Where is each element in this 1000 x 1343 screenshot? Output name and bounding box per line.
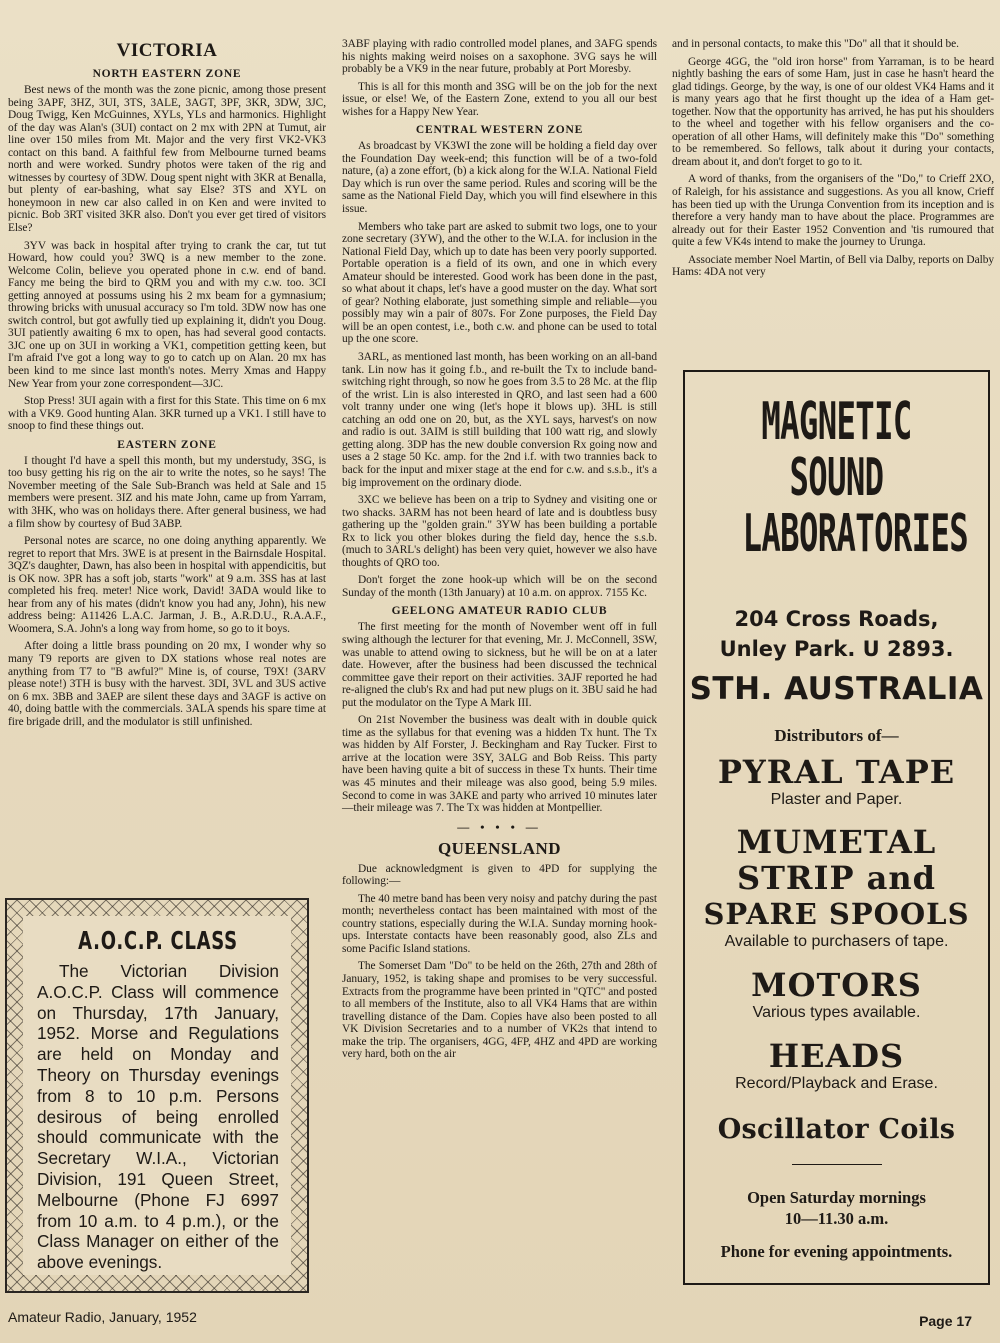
aocp-class-title: A.O.C.P. CLASS	[78, 926, 238, 955]
article-paragraph: After doing a little brass pounding on 20 mx, I wonder why so many T9 reports are given to DX stations whose real notes are anything from T7 to "B awful?" Mine is, of course, T9X! (3ARV please note!) 3TH is busy with the harvest. 3DI, 3VL and 3US active on 6 mx. 3BB and 3AEP are silent these days and 3AGF is active on 40, doing battle with the commercials. 3ALA spends his spare time at fire brigade drill, and the modulator is still unfinished.	[8, 640, 326, 728]
section-divider: — • • • —	[457, 819, 542, 834]
article-paragraph: Personal notes are scarce, no one doing anything apparently. We regret to report that Mrs. 3WE is at present in the Bairnsdale Hospital. 3QZ's daughter, Dawn, has also been in hospital with appendicitis, but is OK now. 3PR has a soft job, starts "work" at 9 a.m. 3SS has at last completed his freq. meter! Nice work, David! 3ADA would like to hear from any of his mates (didn't know you had any, John), his new address being: A11426 L.A.C. Jarman, J. B., A.R.D.U., R.A.A.F., Woomera, S.A. John's a long way from home, so go to it boys.	[8, 535, 326, 635]
article-paragraph: Stop Press! 3UI again with a first for this State. This time on 6 mx with a VK9. Good hunting Alan. 3KR turned up a VK1. I still have to snoop to find these things out.	[8, 395, 326, 433]
advert-product-desc: Various types available.	[752, 1004, 921, 1021]
advert-phone: Phone for evening appointments.	[720, 1242, 953, 1261]
victoria-heading: VICTORIA	[116, 40, 218, 61]
advert-hours: Open Saturday mornings	[747, 1188, 926, 1207]
eastern-zone-title: EASTERN ZONE	[117, 438, 217, 451]
advert-product-desc: Available to purchasers of tape.	[724, 933, 949, 950]
advert-product-coils: Oscillator Coils	[717, 1114, 956, 1145]
advert-product-desc: Record/Playback and Erase.	[735, 1075, 938, 1092]
advert-hours: 10—11.30 a.m.	[784, 1209, 889, 1228]
article-paragraph: A word of thanks, from the organisers of the "Do," to Crieff 2XO, of Raleigh, for his assistance and suggestions. As you all know, Crieff has been tied up with the Urunga Convention from its inception and is therefore a very handy man to have about the place. Programmes are already out for their Easter 1952 Convention and 'tis rumoured that quite a few VK4s intend to make the journey to Urunga.	[672, 173, 994, 249]
north-eastern-zone-title: NORTH EASTERN ZONE	[92, 68, 242, 80]
article-paragraph: Best news of the month was the zone picnic, among those present being 3APF, 3HZ, 3UI, 3TS, 3ALE, 3AGT, 3PF, 3KR, 3DW, 3JC, Doug Twigg, Ken McGuinnes, XYLs, YLs and harmonics. Highlight of the day was Alan's (3UI) contact on 2 mx with 2PN at Tumut, air line over 150 miles from Mt. Major and the very first VK2-VK3 contact on this band. A faithful few from Melbourne turned beams north and were worked. Sundry photos were taken of the rig and witnesses by courtesy of 3DW. Doug spent night with 3KR at Benalla, but plenty of ear-bashing, what say Else? 3TS and XYL on honeymoon in new car also called in on Ken and were invited to picnic. Bob 3RT visited 3KR also. Don't you ever get tired of visitors Else?	[8, 84, 326, 235]
article-paragraph: Due acknowledgment is given to 4PD for supplying the following:—	[342, 862, 657, 888]
advert-address: Unley Park. U 2893.	[719, 637, 954, 661]
advert-distributors: Distributors of—	[774, 726, 899, 745]
column-1	[8, 38, 326, 733]
advert-product-desc: Plaster and Paper.	[770, 791, 903, 808]
advert-name-line: LABORATORIES	[742, 504, 969, 564]
advert-product-spools: SPARE SPOOLS	[703, 897, 970, 931]
geelong-club-title: GEELONG AMATEUR RADIO CLUB	[391, 605, 608, 618]
article-paragraph: 3YV was back in hospital after trying to crank the car, tut tut Howard, how could you? 3WQ is a new member to the zone. Welcome Colin, believe you operated phone in c.w. end of band. Fancy me being the bird to QRM you and with my c.w. too. 3CI getting annoyed at possums using his 2 mx beam for a gymnasium; throwing bricks with unusual accuracy so I'm told. 3DW now has one switch control, but got awfully tied up explaining it, didn't you Doug. 3UI patiently awaiting 6 mx to open, has had several good contacts. 3JC one up on 3UI in working a VK1, competition getting keen, but I'm afraid I've got a long way to go to catch up on Alan. 20 mx has been kind to me since last month's notes. Merry Xmas and Happy New Year from your zone correspondent—3JC.	[8, 239, 326, 390]
advert-name-line: MAGNETIC	[761, 392, 912, 452]
footer-publication: Amateur Radio, January, 1952	[8, 1309, 197, 1325]
article-paragraph: Don't forget the zone hook-up which will be on the second Sunday of the month (13th January) at 10 a.m. on approx. 7155 Kc.	[342, 574, 657, 599]
central-western-zone-title: CENTRAL WESTERN ZONE	[415, 124, 584, 137]
article-paragraph: The first meeting for the month of November went off in full swing although the lecturer for that evening, Mr. J. McConnell, 3SW, was unable to attend owing to sickness, but he will be on at a later date. However, after the business had been discussed the technical committee gave their report on their activities. 3AJF reported he had re-aligned the club's Rx and had put new plugs on it. 3BU said he had put the modulator on the Type A Mark III.	[342, 621, 657, 709]
aocp-class-inner	[23, 916, 291, 1275]
column-3	[672, 38, 994, 284]
article-paragraph: The 40 metre band has been very noisy and patchy during the past month; nevertheless contact has been maintained with most of the country stations, especially during the W.I.A. Sunday morning hook-ups. Interstate contacts have been reasonably good, also ZLs and some Pacific Island stations.	[342, 892, 657, 955]
article-paragraph: On 21st November the business was dealt with in double quick time as the syllabus for that evening was a hidden Tx hunt. The Tx was hidden by Alf Forster, J. Beckingham and Ray Tucker. First to arrive at the location were 3SY, 3ALG and Bob Reiss. This party have been having quite a bit of success in these Tx hunts. Their time was 45 minutes and their mileage was also good, being 5.9 miles. Second to come in was 3AKE and party who arrived 10 minutes later—their mileage was 7. The Tx was hidden at Montpellier.	[342, 714, 657, 815]
advert-product-mumetal: MUMETAL	[736, 823, 937, 861]
aocp-class-body: The Victorian Division A.O.C.P. Class will commence on Thursday, 17th January, 1952. Morse and Regulations are held on Monday and Theory on Thursday evenings from 8 to 10 p.m. Persons desirous of being enrolled should communicate with the Secretary W.I.A., Victorian Division, 191 Queen Street, Melbourne (Phone FJ 6997 from 10 a.m. to 4 p.m.), or the Class Manager on either of the above evenings.	[37, 961, 279, 1273]
article-paragraph: Members who take part are asked to submit two logs, one to your zone secretary (3YW), and the other to the W.I.A. for inclusion in the National Field Day, which up to date has been very poorly supported. Portable operation is a field of its own, and one in which every Amateur should be interested. Good work has been done in the past, so what about it chaps, let's have a good muster on the day. What sort of gear? Nothing elaborate, just something simple and reliable—you possibly may win a pair of 807s. For Zone purposes, the Field Day will be an open contest, i.e., both c.w. and phone can be used to total up the one score.	[342, 220, 657, 346]
article-paragraph: This is all for this month and 3SG will be on the job for the next issue, or else! We, of the Eastern Zone, extend to you all our best wishes for a Happy New Year.	[342, 80, 657, 118]
article-paragraph: 3XC we believe has been on a trip to Sydney and visiting one or two shacks. 3ARM has not been heard of late and is doubtless busy gathering up the "golden grain." 3YW has been building a portable Rx to lick you other blokes during the field day, hence the s.s.b. (much to 3ARL's delight) has been very quiet, however we also have thoughts of QRO too.	[342, 494, 657, 569]
article-paragraph: The Somerset Dam "Do" to be held on the 26th, 27th and 28th of January, 1952, is taking shape and promises to be very successful. Extracts from the programme have been printed in "QTC" and posted to all members of the Institute, also to all VK4 Hams that are within travelling distance of the Dam. Copies have also been posted to all VK Division Secretaries and to a number of VK2s that intend to make the trip. The organisers, 4GG, 4FP, 4HZ and 4PD are working very hard, both on the air	[342, 960, 657, 1061]
article-paragraph: Associate member Noel Martin, of Bell via Dalby, reports on Dalby Hams: 4DA not very	[672, 253, 995, 279]
article-paragraph: As broadcast by VK3WI the zone will be holding a field day over the Foundation Day week-end; this function will be of a two-fold nature, (a) a zone effort, (b) a kick along for the W.I.A. National Field Day which is run over the same period. Rules and scoring will be the same as the National Field Day, which you will find elsewhere in this issue.	[342, 140, 657, 216]
advert-product-motors: MOTORS	[751, 966, 922, 1004]
article-paragraph: and in personal contacts, to make this "Do" all that it should be.	[672, 38, 959, 50]
advert-divider	[792, 1164, 882, 1165]
article-paragraph: I thought I'd have a spell this month, but my understudy, 3SG, is too busy getting his rig on the air to write the notes, so he says! The November meeting of the Sale Sub-Branch was held at Sale and 15 members were present. 3IZ and his mate John, came up from Yarram, with 3HK, who was on holidays there. After general business, we had a film show by courtesy of Bud 3ABP.	[8, 454, 326, 530]
queensland-heading: QUEENSLAND	[437, 838, 562, 858]
article-paragraph: George 4GG, the "old iron horse" from Yarraman, is to be heard nightly bashing the ears of some Ham, just in case he hasn't heard the glad tidings. George, by the way, is one of our oldest VK4 Hams and it is many years ago that he first thought up the idea of a Ham get-together. Now that the opportunity has arrived, he has put his shoulders to the wheel and together with his fellow organisers and the co-operation of all other Hams, will definitely make this "Do" something to be remembered. So fellows, talk about it during your contacts, dream about it, and don't forget to go to it.	[672, 55, 994, 168]
advert-product-strip: STRIP and	[736, 859, 937, 897]
advert-state: STH. AUSTRALIA	[689, 671, 984, 707]
advert-address: 204 Cross Roads,	[734, 607, 939, 631]
column-2	[342, 38, 657, 1066]
article-paragraph: 3ARL, as mentioned last month, has been working on an all-band tank. Lin now has it going f.b., and re-built the Tx to include band-switching right through, so now he goes from 3.5 to 28 Mc. at the flip of the wrist. Lin is also interested in QRO, and last seen had a 600 volt tranny under one wing (let's hope it blows up). 3HL is still catching an odd one on 20, but, as the XYL says, harvest's on now and radio is out. 3AIM is still building that 100 watt rig, and slowly getting along. 3DP has the new double conversion Rx going now and uses a 2 stage 50 Kc. amp. for the 2nd i.f. with two trannies back to back for the input and mixer stage at the end for c.w. and s.s.b., it's a big improvement on the ordinary diode.	[342, 351, 657, 489]
advert-product-heads: HEADS	[768, 1037, 905, 1075]
advert-name-line: SOUND	[789, 448, 884, 508]
magnetic-sound-advert	[683, 370, 990, 1285]
advert-product-pyral: PYRAL TAPE	[717, 753, 956, 791]
aocp-class-notice	[5, 898, 309, 1293]
footer-page-number: Page 17	[919, 1313, 972, 1329]
article-paragraph: 3ABF playing with radio controlled model planes, and 3AFG spends his nights making weird noises on a saxophone. 3VG says he will probably be a VK9 in the near future, probably at Port Moresby.	[342, 38, 657, 76]
